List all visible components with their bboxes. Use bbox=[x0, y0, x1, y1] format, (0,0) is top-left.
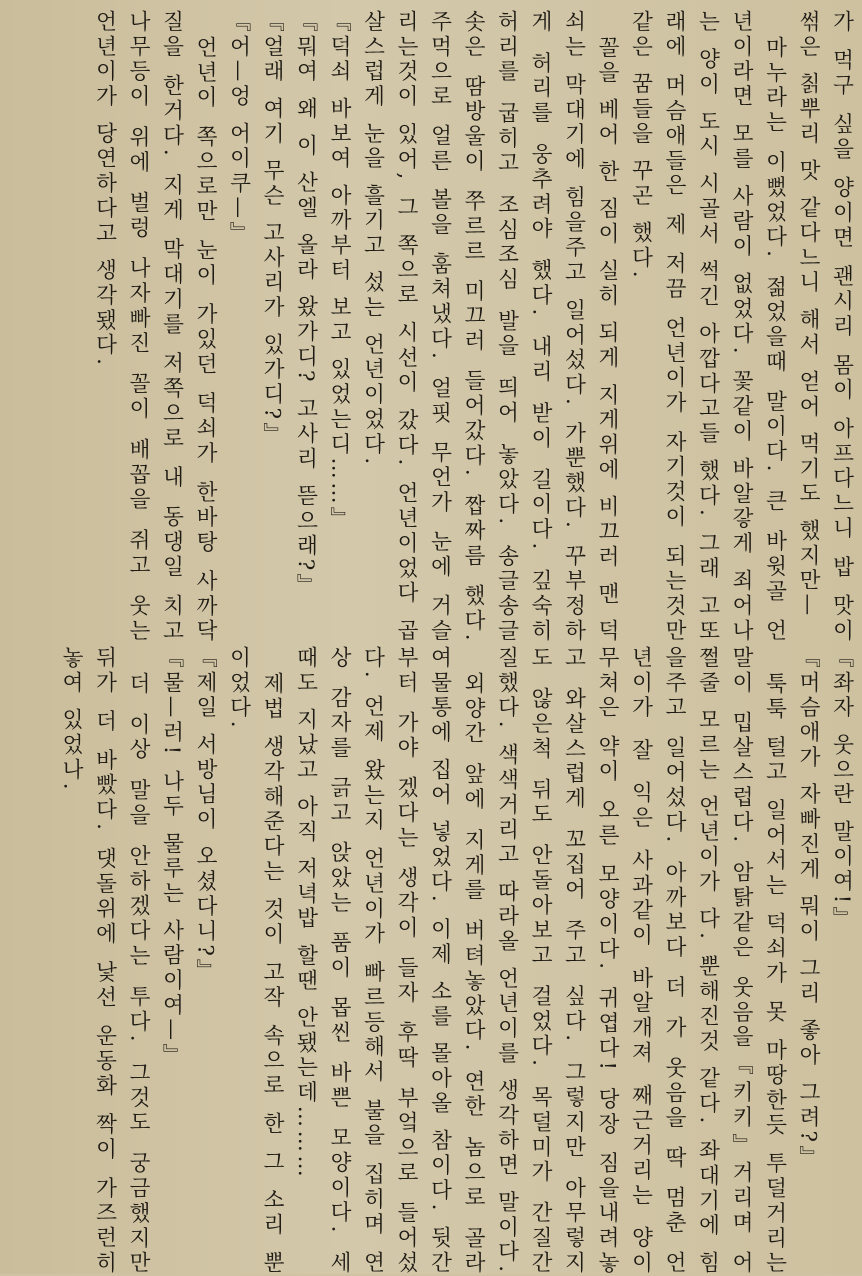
paragraph: 『제일 서방님이 오셨다니?』 bbox=[192, 646, 218, 985]
paragraph: 『얼래 여기 무슨 고사리가 있가디?』 bbox=[259, 10, 285, 448]
upper-text-block bbox=[10, 10, 858, 644]
paragraph: 외양간 앞에 지게를 버텨놓았다. 연한 놈으로 골라 여물통에 집어 넣었다. 이제 소를 몰아올 참이다. 뒷간부터 가야 겠다는 생각이 들자 후딱 부엌으로 들어섰다. 언제 왔는지 언년이가 빠르등해서 불을 집히며 연상 감자를 긁고 앉았는 품이 몹씬 바쁜 모양이다. 세때도 지났고 아직 저녁밥 할땐 안됐는데……… bbox=[293, 646, 486, 1276]
lower-text-block bbox=[10, 646, 858, 1276]
paragraph: 언년이 쪽으로만 눈이 가있던 덕쇠가 한바탕 사까닥질을 한거다. 지게 막대기를 저쪽으로 내 동댕일 치고 나무등이 위에 벌렁 나자빠진 꼴이 배꼽을 쥐고 웃는 언년이가 당연하다고 생각됐다. bbox=[92, 10, 218, 644]
paragraph: 『물—러! 나두 물루는 사람이여—』 bbox=[159, 646, 184, 1069]
paragraph: 더 이상 말을 안하겠다는 투다. 그것도 궁금했지만 뒤가 더 바빴다. 댓돌위에 낯선 운동화 짝이 가즈런히 놓여 있었나. bbox=[58, 646, 151, 1276]
paragraph: 툭툭 털고 일어서는 덕쇠가 못 마땅한듯 투덜거리는 말이 밉살스럽다. 암탉같은 웃음을『키키』거리며 어쩔줄 모르는 언년이가 다. 뿐해진것 같다. 좌대기에 힘을주고 일어섰다. 아까보다 더 가 웃음을 딱 멈춘 언년이가 잘 익은 사과같이 바알개져 째근거리는 양이 무쳐은 약이 오른 모양이다. 귀엽다! 당장 짐을내려놓고 와살스럽게 꼬집어 주고 싶다. 그렇지만 아무렇지도 않은척 뒤도 안돌아보고 걸었다. 목덜미가 간질간질했다. 색색거리고 따라올 언년이를 생각하면 말이다. bbox=[494, 646, 787, 1276]
paragraph: 『덕쇠 바보여 아까부터 보고 있었는디……』 bbox=[326, 10, 352, 533]
paragraph: 『뭐여 왜 이 산엘 올라 왔가디? 고사리 뜯으래?』 bbox=[293, 10, 318, 599]
paragraph: 『좌자 웃으란 말이여!』 bbox=[829, 646, 854, 932]
paragraph: 『어—엉 어이쿠—』 bbox=[226, 10, 251, 247]
paragraph: 마누라는 이뻤었다. 젊었을때 말이다. 큰 바윗골 언년이라면 모를 사람이 없었다. 꽃같이 바알갛게 죄어나는 양이 도시 시골서 썩긴 아깝다고들 했다. 그래 고또래에 머슴애들은 제 저끔 언년이가 자기것이 되는것만 같은 꿈들을 꾸곤 했다. bbox=[628, 10, 787, 644]
paragraph: 제법 생각해준다는 것이 고작 속으로 한 그 소리 뿐이었다. bbox=[226, 646, 285, 1276]
paragraph: 『머슴애가 자빠진게 뭐이 그리 좋아 그려?』 bbox=[795, 646, 821, 1171]
paragraph: 가 먹구 싶을 양이면 괜시리 몸이 아프다느니 밥 맛이 썪은 칡뿌리 맛 같다느니 해서 얻어 먹기도 했지만— bbox=[795, 10, 854, 644]
paragraph: 꼴을 베어 한 짐이 실히 되게 지게위에 비끄러 맨 덕쇠는 막대기에 힘을주고 일어섰다. 가뿐했다. 꾸부정하게 허리를 웅추려야 했다. 내리 받이 길이다. 깊숙히 허리를 굽히고 조심조심 발을 띄어 놓았다. 송글송글 솟은 땀방울이 쭈르르 미끄러 들어갔다. 짭짜름 했다. 주먹으로 얼른 볼을 훔쳐냈다. 얼핏 무언가 눈에 거슬리는것이 있어, 그 쪽으로 시선이 갔다. 언년이었다 곱살스럽게 눈을 흘기고 섰는 언년이었다. bbox=[360, 10, 620, 644]
